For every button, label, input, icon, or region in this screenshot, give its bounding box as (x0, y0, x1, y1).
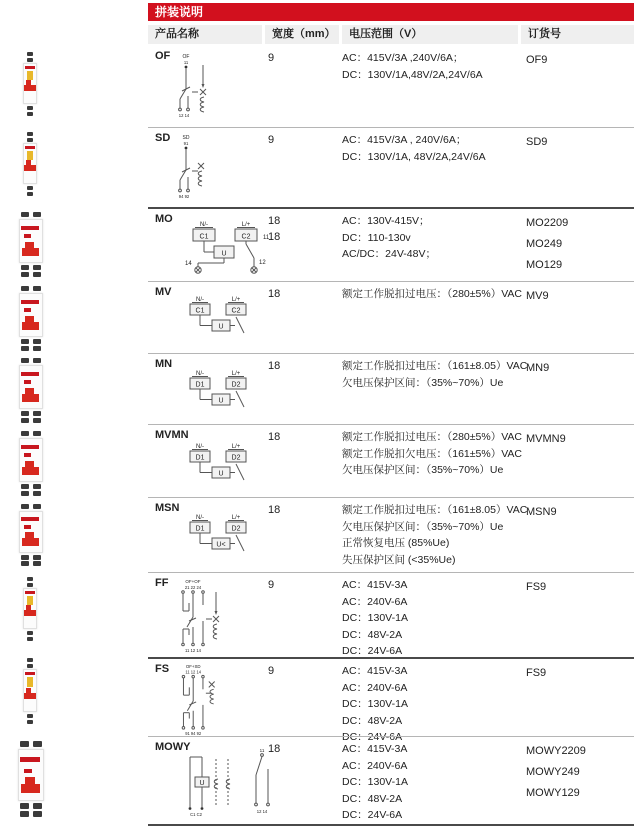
voltage-line: AC：415V-3A (342, 579, 408, 591)
svg-text:D2: D2 (231, 525, 241, 533)
voltage-line: AC：240V-6A (342, 681, 408, 694)
product-name: OF (155, 50, 171, 62)
product-name: FF (155, 577, 169, 589)
product-name: MN (155, 358, 173, 370)
svg-text:OF+OF: OF+OF (185, 579, 201, 584)
voltage-line: DC：130V-1A (342, 776, 408, 788)
col-voltage-range: 电压范围（V） (342, 25, 518, 44)
voltage-line: AC：240V-6A (342, 595, 408, 608)
svg-text:N/-: N/- (196, 297, 204, 303)
order-number: MO249 (526, 238, 563, 250)
voltage-line: DC：24V-6A (342, 645, 403, 657)
svg-text:U: U (221, 250, 227, 258)
product-name: MV (155, 286, 172, 298)
svg-text:N/-: N/- (200, 222, 208, 228)
col-width: 宽度（mm） (265, 25, 339, 44)
table-row-mn (148, 353, 634, 424)
voltage-line: DC：48V-2A (342, 792, 403, 805)
table-row-of (148, 46, 634, 127)
wiring-diagram-mn (178, 368, 268, 412)
svg-text:11: 11 (263, 235, 270, 241)
wiring-diagram-msn (178, 512, 268, 556)
voltage-line: DC：24V-6A (342, 809, 403, 821)
voltage-line: DC：130V/1A,48V/2A,24V/6A (342, 68, 483, 81)
width-value: 18 (268, 431, 281, 443)
svg-text:U: U (199, 780, 205, 787)
voltage-line: 额定工作脱扣过电压：（280±5%）VAC (342, 288, 523, 300)
width-value: 18 (268, 231, 281, 243)
product-name: MO (155, 213, 173, 225)
voltage-line: DC：24V-6A (342, 731, 403, 743)
svg-text:C1: C1 (199, 233, 209, 241)
svg-text:L/+: L/+ (241, 222, 251, 228)
voltage-line: DC：130V-1A (342, 612, 408, 624)
order-number: MV9 (526, 290, 549, 302)
width-value: 18 (268, 504, 281, 516)
product-photo-sd (22, 132, 39, 196)
table-row-mv (148, 281, 634, 353)
voltage-line: AC：415V/3A ,240V/6A； (342, 52, 464, 64)
svg-text:C2: C2 (241, 233, 251, 241)
wiring-diagram-ff (166, 577, 236, 657)
product-photo-ff (22, 577, 39, 641)
product-name: MOWY (155, 741, 191, 753)
order-number: MO129 (526, 259, 563, 271)
product-name: MVMN (155, 429, 189, 441)
voltage-line: 欠电压保护区间：（35%~70%）Ue (342, 520, 504, 533)
table-row-mowy (148, 736, 634, 824)
voltage-line: AC：130V-415V； (342, 215, 430, 227)
product-photo-of (22, 52, 39, 116)
order-number: MN9 (526, 362, 550, 374)
order-number: MO2209 (526, 217, 569, 229)
width-value: 9 (268, 579, 275, 591)
product-photo-mo (18, 212, 45, 278)
svg-text:N/-: N/- (196, 444, 204, 450)
voltage-line: 额定工作脱扣过电压：（161±8.05）VAC (342, 360, 528, 372)
product-photo-mowy (17, 741, 46, 817)
voltage-line: 额定工作脱扣过电压：（161±8.05）VAC (342, 504, 528, 516)
wiring-diagram-mv (178, 294, 268, 338)
table-header (148, 25, 634, 44)
order-number: MOWY249 (526, 766, 580, 778)
width-value: 9 (268, 52, 275, 64)
order-number: MOWY129 (526, 787, 580, 799)
svg-text:U: U (218, 323, 224, 331)
svg-text:D2: D2 (231, 381, 241, 389)
svg-text:91: 91 (183, 141, 189, 146)
svg-text:OF+SD: OF+SD (185, 663, 201, 669)
svg-text:94 92: 94 92 (178, 194, 190, 199)
order-number: MOWY2209 (526, 745, 586, 757)
table-row-sd (148, 127, 634, 207)
order-number: MSN9 (526, 506, 557, 518)
svg-text:SD: SD (182, 135, 190, 141)
svg-text:OF: OF (182, 54, 190, 60)
svg-text:11 12 14: 11 12 14 (185, 669, 201, 675)
voltage-line: AC：415V-3A (342, 743, 408, 755)
svg-text:L/+: L/+ (231, 444, 241, 450)
svg-text:L/+: L/+ (231, 371, 241, 377)
product-photo-msn (18, 504, 45, 566)
width-value: 9 (268, 665, 275, 677)
table-body (148, 46, 634, 826)
svg-text:L/+: L/+ (231, 515, 241, 521)
order-number: SD9 (526, 136, 548, 148)
svg-text:91 94 92: 91 94 92 (185, 731, 202, 737)
width-value: 18 (268, 288, 281, 300)
wiring-diagram-fs (166, 662, 236, 740)
svg-text:U: U (218, 470, 224, 478)
col-order-number: 订货号 (521, 25, 634, 44)
width-value: 18 (268, 215, 281, 227)
svg-text:12 14: 12 14 (178, 113, 190, 118)
voltage-line: DC：48V-2A (342, 714, 403, 727)
wiring-diagram-mvmn (178, 441, 268, 485)
svg-text:21 22 24: 21 22 24 (184, 585, 202, 590)
voltage-line: AC：415V/3A , 240V/6A； (342, 134, 467, 146)
voltage-line: 正常恢复电压 (85%Ue) (342, 537, 450, 549)
svg-text:N/-: N/- (196, 371, 204, 377)
voltage-line: AC：240V-6A (342, 759, 408, 772)
svg-text:12 14: 12 14 (256, 809, 268, 814)
svg-text:U: U (218, 397, 224, 405)
product-photo-mv (18, 286, 45, 352)
col-product-name: 产品名称 (148, 25, 262, 44)
svg-text:U<: U< (216, 541, 226, 549)
order-number: OF9 (526, 54, 548, 66)
svg-text:C2: C2 (231, 307, 241, 315)
svg-text:12: 12 (259, 260, 266, 266)
product-photo-mn (18, 358, 45, 424)
table-row-mvmn (148, 424, 634, 497)
svg-text:C1 C2: C1 C2 (190, 812, 202, 817)
voltage-line: 额定工作脱扣过电压：（280±5%）VAC (342, 431, 523, 443)
voltage-line: 失压保护区间 (<35%Ue) (342, 553, 456, 566)
section-title: 拼装说明 (148, 3, 634, 21)
order-number: MVMN9 (526, 433, 566, 445)
table-row-fs (148, 657, 634, 743)
order-number: FS9 (526, 581, 547, 593)
svg-text:11 12 14: 11 12 14 (185, 648, 201, 653)
svg-text:C1: C1 (195, 307, 205, 315)
voltage-line: 欠电压保护区间：（35%~70%）Ue (342, 376, 504, 389)
svg-text:D1: D1 (195, 454, 205, 462)
width-value: 9 (268, 134, 275, 146)
table-row-ff (148, 572, 634, 657)
product-name: SD (155, 132, 171, 144)
svg-text:N/-: N/- (196, 515, 204, 521)
voltage-line: DC：110-130v (342, 231, 411, 244)
voltage-line: AC：415V-3A (342, 665, 408, 677)
voltage-line: 欠电压保护区间：（35%~70%）Ue (342, 464, 504, 476)
svg-text:D1: D1 (195, 525, 205, 533)
product-photo-fs (22, 658, 39, 724)
product-name: FS (155, 663, 170, 675)
svg-text:11: 11 (183, 60, 189, 65)
voltage-line: DC：130V/1A, 48V/2A,24V/6A (342, 150, 486, 163)
wiring-diagram-of (162, 52, 222, 122)
width-value: 18 (268, 360, 281, 372)
width-value: 18 (268, 743, 281, 755)
voltage-line: AC/DC：24V-48V； (342, 248, 436, 260)
order-number: FS9 (526, 667, 547, 679)
table-row-msn (148, 497, 634, 572)
voltage-line: DC：130V-1A (342, 698, 408, 710)
svg-text:L/+: L/+ (231, 297, 241, 303)
product-photo-mvmn (18, 431, 45, 497)
voltage-line: 额定工作脱扣欠电压：（161±5%）VAC (342, 447, 523, 460)
svg-text:11: 11 (259, 748, 265, 753)
wiring-diagram-sd (162, 132, 222, 204)
table-row-mo (148, 207, 634, 281)
product-name: MSN (155, 502, 180, 514)
svg-text:14: 14 (185, 261, 192, 267)
svg-text:D1: D1 (195, 381, 205, 389)
voltage-line: DC：48V-2A (342, 628, 403, 641)
svg-text:D2: D2 (231, 454, 241, 462)
